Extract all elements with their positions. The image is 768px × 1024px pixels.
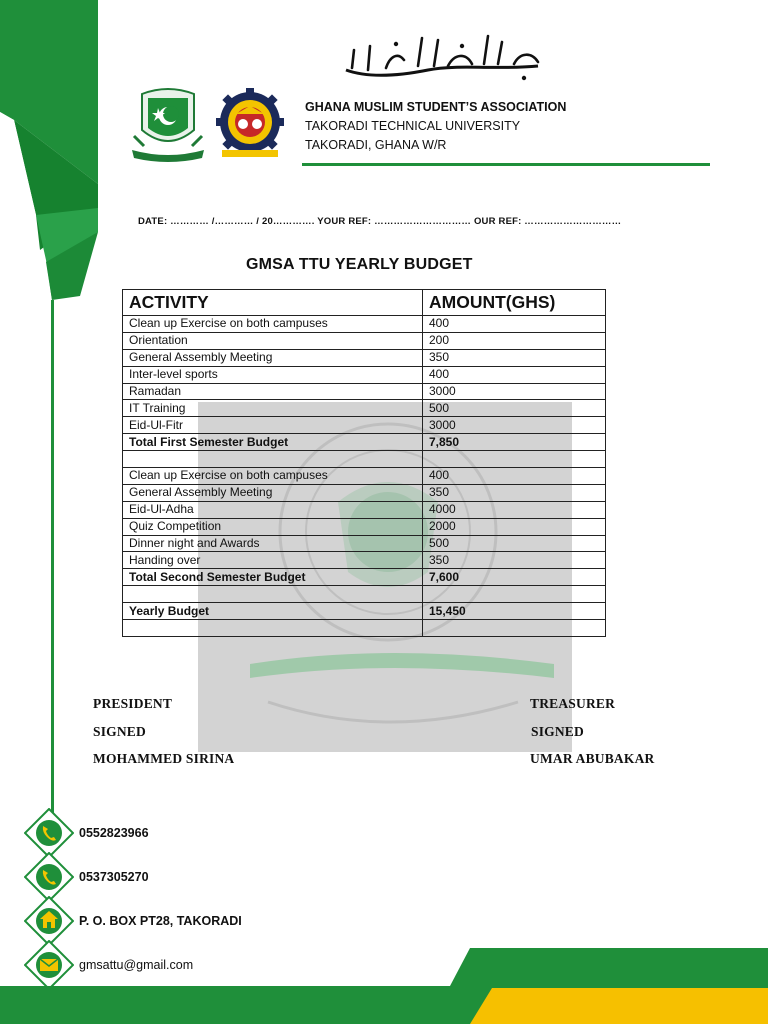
document-title: GMSA TTU YEARLY BUDGET <box>246 256 473 273</box>
table-row <box>123 332 606 349</box>
activity-cell: Total First Semester Budget <box>123 434 423 451</box>
activity-cell: Yearly Budget <box>123 603 423 620</box>
treasurer-name: UMAR ABUBAKAR <box>530 751 655 766</box>
activity-cell: General Assembly Meeting <box>123 349 423 366</box>
activity-cell <box>123 586 423 603</box>
amount-cell: 3000 <box>423 383 606 400</box>
left-vertical-rule <box>51 300 54 820</box>
header-amount: AMOUNT(GHS) <box>423 290 606 316</box>
table-row <box>123 400 606 417</box>
treasurer-title: TREASURER <box>530 696 616 711</box>
yearly-total-row <box>123 603 606 620</box>
amount-cell: 4000 <box>423 501 606 518</box>
amount-cell: 350 <box>423 349 606 366</box>
activity-cell: Quiz Competition <box>123 518 423 535</box>
activity-cell: Inter-level sports <box>123 366 423 383</box>
blank-row <box>123 451 606 468</box>
phone-icon <box>24 808 74 858</box>
activity-cell: Ramadan <box>123 383 423 400</box>
table-row <box>123 468 606 485</box>
activity-cell: General Assembly Meeting <box>123 484 423 501</box>
amount-cell: 7,850 <box>423 434 606 451</box>
bismillah-calligraphy <box>338 26 548 86</box>
reference-line: DATE: ………… /………… / 20…………. YOUR REF: ………………………… OUR REF: ………………………… <box>138 216 622 227</box>
header-activity: ACTIVITY <box>123 290 423 316</box>
ttu-gear-logo <box>212 88 288 160</box>
treasurer-signed: SIGNED <box>531 724 584 739</box>
president-signed: SIGNED <box>93 724 146 739</box>
activity-cell <box>123 620 423 637</box>
activity-cell: Total Second Semester Budget <box>123 569 423 586</box>
amount-cell: 350 <box>423 484 606 501</box>
amount-cell <box>423 620 606 637</box>
table-row <box>123 316 606 333</box>
activity-cell <box>123 451 423 468</box>
left-chevron-band <box>0 0 110 330</box>
activity-cell: Eid-Ul-Adha <box>123 501 423 518</box>
activity-cell: Clean up Exercise on both campuses <box>123 468 423 485</box>
phone-number-2: 0537305270 <box>79 870 149 884</box>
activity-cell: IT Training <box>123 400 423 417</box>
amount-cell: 400 <box>423 468 606 485</box>
amount-cell: 400 <box>423 366 606 383</box>
total-row <box>123 569 606 586</box>
president-title: PRESIDENT <box>93 696 173 711</box>
budget-table <box>122 289 606 637</box>
phone-number-1: 0552823966 <box>79 826 149 840</box>
activity-cell: Eid-Ul-Fitr <box>123 417 423 434</box>
activity-cell: Clean up Exercise on both campuses <box>123 316 423 333</box>
total-row <box>123 434 606 451</box>
amount-cell: 350 <box>423 552 606 569</box>
footer-bands <box>0 948 768 1024</box>
org-university: TAKORADI TECHNICAL UNIVERSITY <box>305 119 521 133</box>
amount-cell: 400 <box>423 316 606 333</box>
home-icon <box>24 896 74 946</box>
gmsa-crest-logo <box>128 86 208 164</box>
activity-cell: Orientation <box>123 332 423 349</box>
amount-cell <box>423 586 606 603</box>
table-row <box>123 417 606 434</box>
blank-row <box>123 586 606 603</box>
amount-cell: 3000 <box>423 417 606 434</box>
table-row <box>123 552 606 569</box>
table-row <box>123 518 606 535</box>
blank-row <box>123 620 606 637</box>
table-row <box>123 383 606 400</box>
amount-cell: 500 <box>423 400 606 417</box>
amount-cell: 2000 <box>423 518 606 535</box>
table-row <box>123 484 606 501</box>
table-row <box>123 349 606 366</box>
president-name: MOHAMMED SIRINA <box>93 751 235 766</box>
activity-cell: Dinner night and Awards <box>123 535 423 552</box>
amount-cell <box>423 451 606 468</box>
org-location: TAKORADI, GHANA W/R <box>305 138 447 152</box>
amount-cell: 500 <box>423 535 606 552</box>
amount-cell: 200 <box>423 332 606 349</box>
email-address: gmsattu@gmail.com <box>79 958 194 972</box>
table-row <box>123 366 606 383</box>
table-row <box>123 535 606 552</box>
activity-cell: Handing over <box>123 552 423 569</box>
header-rule <box>302 163 710 166</box>
org-name: GHANA MUSLIM STUDENT’S ASSOCIATION <box>305 100 567 114</box>
amount-cell: 15,450 <box>423 603 606 620</box>
amount-cell: 7,600 <box>423 569 606 586</box>
postal-address: P. O. BOX PT28, TAKORADI <box>79 914 242 928</box>
table-header-row <box>123 290 606 316</box>
organization-address <box>305 98 566 155</box>
table-row <box>123 501 606 518</box>
phone-icon <box>24 852 74 902</box>
